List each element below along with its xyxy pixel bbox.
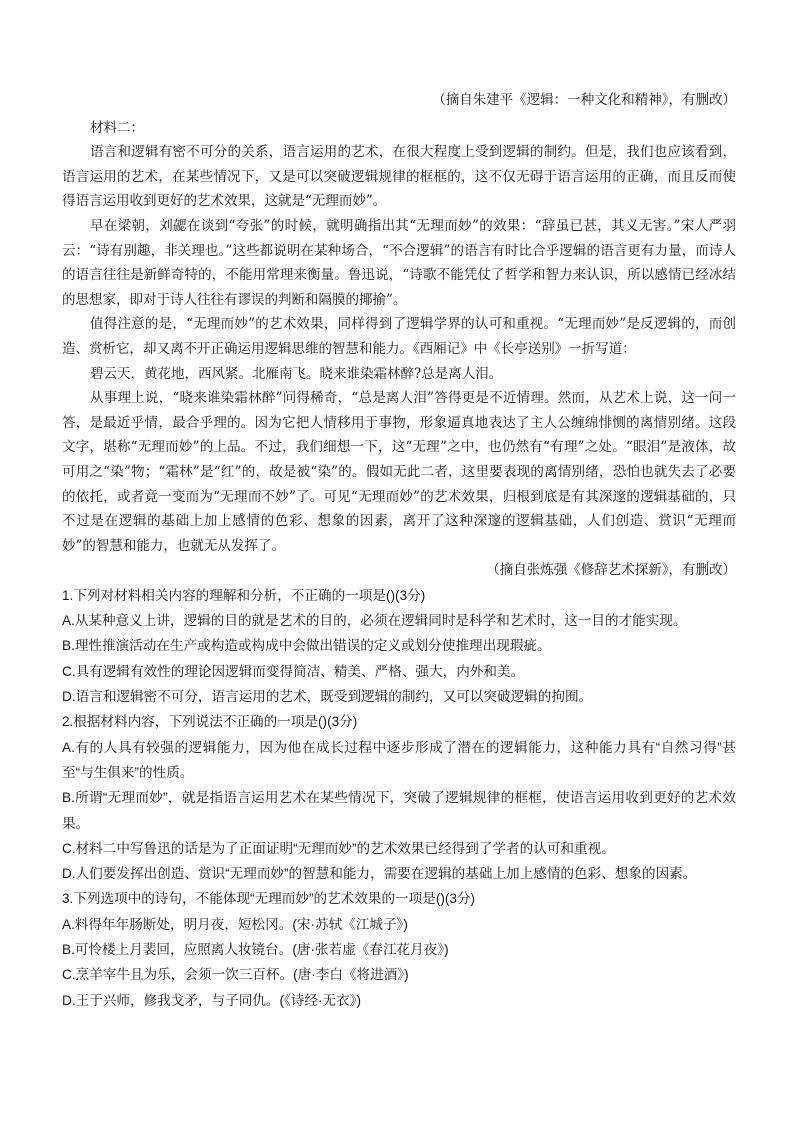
paragraph: 早在梁朝，刘勰在谈到“夸张”的时候，就明确指出其“无理而妙”的效果：“辞虽已甚，其义无害。”宋人严羽云：“诗有别趣，非关理也。”这些都说明在某种场合，“不合逻辑”的语言有时比合乎逻辑的语言更有力量，而诗人的语言往往是新鲜奇特的，不能用常理来衡量。鲁迅说，“诗歌不能凭仗了哲学和智力来认识，所以感情已经冰结的思想家，即对于诗人往往有谬误的判断和隔膜的揶揄”。 [62,217,736,308]
option-d: D.人们要发挥出创造、赏识“无理而妙”的智慧和能力，需要在逻辑的基础上加上感情的色彩、想象的因素。 [62,866,697,882]
question-2 [62,709,736,886]
option-d: D.语言和逻辑密不可分，语言运用的艺术，既受到逻辑的制约，又可以突破逻辑的拘囿。 [62,689,593,705]
material-title: 材料二： [90,119,144,136]
option-c: C.烹羊宰牛且为乐，会须一饮三百杯。(唐·李白《将进酒》) [62,967,409,983]
paragraph: 语言和逻辑有密不可分的关系，语言运用的艺术，在很大程度上受到逻辑的制约。但是，我们也应该看到，语言运用的艺术，在某些情况下，又是可以突破逻辑规律的框框的，这不仅无碍于语言运用的正确，而且反而使得语言运用收到更好的艺术效果，这就是“无理而妙”。 [62,144,736,210]
option-a: A.从某种意义上讲，逻辑的目的就是艺术的目的，必须在逻辑同时是科学和艺术时，这一目的才能实现。 [62,613,687,629]
option-d: D.王于兴师，修我戈矛，与子同仇。(《诗经·无衣》) [62,992,362,1008]
option-c: C.材料二中写鲁迅的话是为了正面证明“无理而妙”的艺术效果已经得到了学者的认可和重视。 [62,840,615,856]
source-citation-top: （摘自朱建平《逻辑：一种文化和精神》，有删改） [432,92,736,108]
option-b: B.所谓“无理而妙”，就是指语言运用艺术在某些情况下，突破了逻辑规律的框框，使语言运用收到更好的艺术效果。 [62,790,736,831]
source-citation-bottom: （摘自张炼强《修辞艺术探新》，有删改） [486,562,736,579]
option-b: B.理性推演活动在生产或构造或构成中会做出错误的定义或划分使推理出现瑕疵。 [62,638,551,654]
option-c: C.具有逻辑有效性的理论因逻辑而变得简洁、精美、严格、强大，内外和美。 [62,663,525,679]
question-list [62,583,736,1013]
option-b: B.可怜楼上月裴回，应照离人妆镜台。(唐·张若虚《春江花月夜》) [62,942,449,958]
option-a: A.有的人具有较强的逻辑能力，因为他在成长过程中逐步形成了潜在的逻辑能力，这种能力具有“自然习得”甚至“与生俱来”的性质。 [62,739,736,780]
question-stem: 3.下列选项中的诗句，不能体现“无理而妙”的艺术效果的一项是()(3分) [62,891,476,907]
question-stem: 2.根据材料内容，下列说法不正确的一项是()(3分) [62,714,358,730]
verse-quote: 碧云天，黄花地，西风紧。北雁南飞。晓来谁染霜林醉?总是离人泪。 [90,365,503,382]
paragraph: 从事理上说，“晓来谁染霜林醉”问得稀奇，“总是离人泪”答得更是不近情理。然而，从艺术上说，这一问一答，是最近乎情，最合乎理的。因为它把人情移用于事物，形象逼真地表达了主人公缠绵悱恻的离情别绪。这段文字，堪称“无理而妙”的上品。不过，我们细想一下，这“无理”之中，也仍然有“有理”之处。“眼泪”是液体，故可用之“染”物；“霜林”是“红”的，故是被“染”的。假如无此二者，这里要表现的离情别绪，恐怕也就失去了必要的依托，或者竟一变而为“无理而不妙”了。可见“无理而妙”的艺术效果，归根到底是有其深邃的逻辑基础的，只不过是在逻辑的基础上加上感情的色彩、想象的因素，离开了这种深邃的逻辑基础，人们创造、赏识“无理而妙”的智慧和能力，也就无从发挥了。 [62,390,736,554]
option-a: A.料得年年肠断处，明月夜，短松冈。(宋·苏轼《江城子》) [62,916,408,932]
question-3 [62,886,736,1012]
paragraph: 值得注意的是，“无理而妙”的艺术效果，同样得到了逻辑学界的认可和重视。“无理而妙”是反逻辑的，而创造、赏析它，却又离不开正确运用逻辑思维的智慧和能力。《西厢记》中《长亭送别》一折写道： [62,316,736,357]
question-1 [62,583,736,709]
question-stem: 1.下列对材料相关内容的理解和分析，不正确的一项是()(3分) [62,587,426,603]
